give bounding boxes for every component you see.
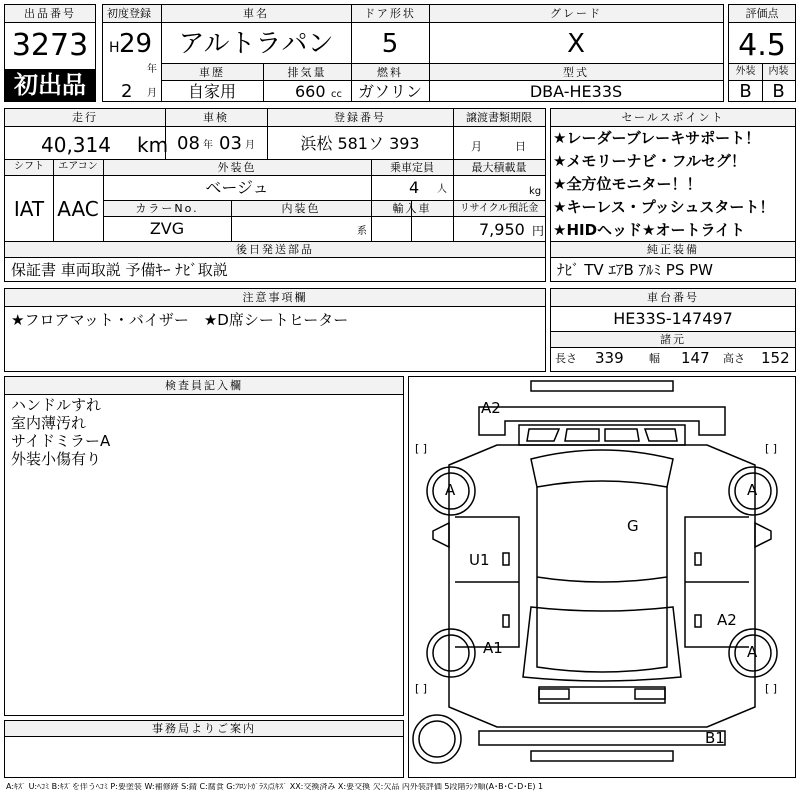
score-label: 評価点 <box>745 7 779 20</box>
grade-label: グレード <box>550 7 602 20</box>
shift-value: IAT <box>13 197 45 221</box>
sales-point-item: ★全方位モニター！！ <box>553 175 702 193</box>
first-reg-label: 初度登録 <box>107 7 151 20</box>
car-diagram <box>408 376 796 778</box>
car-name-label: 車名 <box>243 7 269 20</box>
import-label: 輸入車 <box>392 202 432 215</box>
int-color-unit: 系 <box>357 226 367 237</box>
damage-mark-left-rear-wheel: A1 <box>483 639 503 657</box>
sales-points-box <box>550 108 796 282</box>
history-label: 車歴 <box>199 66 225 79</box>
genuine-equipment-label: 純正装備 <box>647 243 699 256</box>
listing-number-box <box>4 4 96 102</box>
interior-label: 内装 <box>768 66 789 77</box>
damage-mark-front-bumper: A2 <box>481 399 501 417</box>
max-load-label: 最大積載量 <box>471 161 527 174</box>
history-value: 自家用 <box>187 82 236 101</box>
later-parts-text: 保証書 車両取説 予備ｷｰ ﾅﾋﾞ取説 <box>11 261 228 279</box>
door-value: 5 <box>381 29 399 59</box>
capacity-label: 乗車定員 <box>390 161 434 174</box>
inspector-line: 外装小傷有り <box>11 450 102 468</box>
height-value: 152 <box>761 349 790 367</box>
bracket-mark: [ ] <box>415 442 428 455</box>
width-value: 147 <box>681 349 710 367</box>
chassis-box <box>550 288 796 372</box>
mileage-value: 40,314 <box>41 133 111 157</box>
recycle-value: 7,950 <box>479 220 525 239</box>
recycle-label: リサイクル預託金 <box>459 203 539 214</box>
transfer-deadline-label: 譲渡書類期限 <box>466 111 532 124</box>
details-table <box>4 108 546 282</box>
capacity-unit: 人 <box>437 184 447 195</box>
color-no-value: ZVG <box>149 219 185 238</box>
fuel-value: ガソリン <box>357 82 422 101</box>
ext-color-value: ベージュ <box>205 178 269 197</box>
damage-mark-left-front-wheel: A <box>445 481 456 499</box>
ac-label: エアコン <box>58 161 98 172</box>
notes-text: ★フロアマット・バイザー ★D席シートヒーター <box>11 311 349 329</box>
registration-number: 浜松 581ソ 393 <box>300 134 420 153</box>
grade-value: X <box>567 29 585 59</box>
sales-points-label: セールスポイント <box>621 111 725 124</box>
notes-label: 注意事項欄 <box>242 291 308 304</box>
displacement-unit: cc <box>331 89 342 100</box>
model-label: 型式 <box>563 66 589 79</box>
bracket-mark: [ ] <box>765 442 778 455</box>
shift-label: シフト <box>14 161 44 172</box>
office-label: 事務局よりご案内 <box>152 722 256 735</box>
damage-mark-left-door: U1 <box>469 551 490 569</box>
capacity-value: 4 <box>409 178 420 197</box>
car-name: アルトラパン <box>178 29 334 59</box>
ext-color-label: 外装色 <box>217 161 257 174</box>
dims-label: 諸元 <box>660 333 686 346</box>
listing-number-label: 出品番号 <box>24 7 76 20</box>
damage-mark-right-front-wheel: A <box>747 481 758 499</box>
first-listing-badge: 初出品 <box>5 69 95 101</box>
mileage-unit: km <box>137 133 169 157</box>
damage-mark-rear-bumper: B1 <box>705 729 725 747</box>
displacement-label: 排気量 <box>287 66 327 79</box>
model-value: DBA-HE33S <box>529 82 623 101</box>
int-color-label: 内装色 <box>281 202 321 215</box>
bracket-mark: [ ] <box>415 682 428 695</box>
transfer-month-unit: 月 <box>471 140 482 153</box>
interior-grade: B <box>772 81 785 102</box>
chassis-number: HE33S-147497 <box>613 309 733 328</box>
registration-label: 登録番号 <box>334 111 386 124</box>
damage-mark-windshield: G <box>627 517 639 535</box>
inspector-box <box>4 376 404 716</box>
listing-number: 3273 <box>11 28 89 63</box>
chassis-label: 車台番号 <box>647 291 699 304</box>
inspector-line: ハンドルすれ <box>11 396 102 414</box>
exterior-label: 外装 <box>735 66 756 77</box>
transfer-day-unit: 日 <box>515 140 526 153</box>
sales-point-item: ★メモリーナビ・フルセグ！ <box>553 152 746 170</box>
width-label: 幅 <box>649 352 660 365</box>
exterior-grade: B <box>739 81 752 102</box>
damage-mark-right-rear-wheel: A <box>747 643 758 661</box>
first-reg-year: 29 <box>119 29 153 59</box>
era-prefix: H <box>109 40 120 56</box>
first-reg-month: 2 <box>121 81 133 102</box>
recycle-unit: 円 <box>532 224 545 238</box>
fuel-label: 燃料 <box>377 66 403 79</box>
max-load-unit: kg <box>529 186 542 197</box>
month-unit: 月 <box>147 88 157 99</box>
ac-value: AAC <box>57 197 99 221</box>
inspector-label: 検査員記入欄 <box>165 379 243 392</box>
inspection-label: 車検 <box>203 111 229 124</box>
damage-mark-right-rear-door: A2 <box>717 611 737 629</box>
sales-point-item: ★HIDヘッド★オートライト <box>553 221 746 239</box>
door-label: ドア形状 <box>364 7 416 20</box>
sales-point-item: ★レーダーブレーキサポート！ <box>553 129 761 147</box>
score-value: 4.5 <box>738 28 786 63</box>
legend-text: A:ｷｽﾞ U:ﾍｺﾐ B:ｷｽﾞを伴うﾍｺﾐ P:要塗装 W:補修跡 S:錆 C:腐食 G:ﾌﾛﾝﾄｶﾞﾗｽ点ｷｽﾞ XX:交換済み X:要交換 欠:欠品 内外装評価 5段階ﾗﾝｸ順(A･B･C･D･E) 1 <box>6 783 544 791</box>
inspector-line: 室内薄汚れ <box>11 414 87 432</box>
height-label: 高さ <box>723 352 745 365</box>
sales-point-item: ★キーレス・プッシュスタート！ <box>553 198 775 216</box>
bracket-mark: [ ] <box>765 682 778 695</box>
inspection-year: 08 <box>177 133 200 154</box>
office-box <box>4 720 404 778</box>
year-unit: 年 <box>147 64 157 75</box>
genuine-equipment-text: ﾅﾋﾞ TV ｴｱB ｱﾙﾐ PS PW <box>557 261 713 279</box>
notes-box <box>4 288 546 372</box>
displacement-value: 660 <box>295 82 326 101</box>
length-value: 339 <box>595 349 624 367</box>
car-outline <box>409 377 795 777</box>
inspection-month-unit: 月 <box>245 140 255 151</box>
length-label: 長さ <box>555 352 577 365</box>
color-no-label: カラーNo. <box>135 202 199 215</box>
mileage-label: 走行 <box>72 111 98 124</box>
inspection-month: 03 <box>219 133 242 154</box>
inspection-year-unit: 年 <box>203 140 213 151</box>
inspector-line: サイドミラーA <box>11 432 111 450</box>
score-box <box>728 4 796 102</box>
vehicle-header-table <box>102 4 724 102</box>
later-parts-label: 後日発送部品 <box>236 243 314 256</box>
